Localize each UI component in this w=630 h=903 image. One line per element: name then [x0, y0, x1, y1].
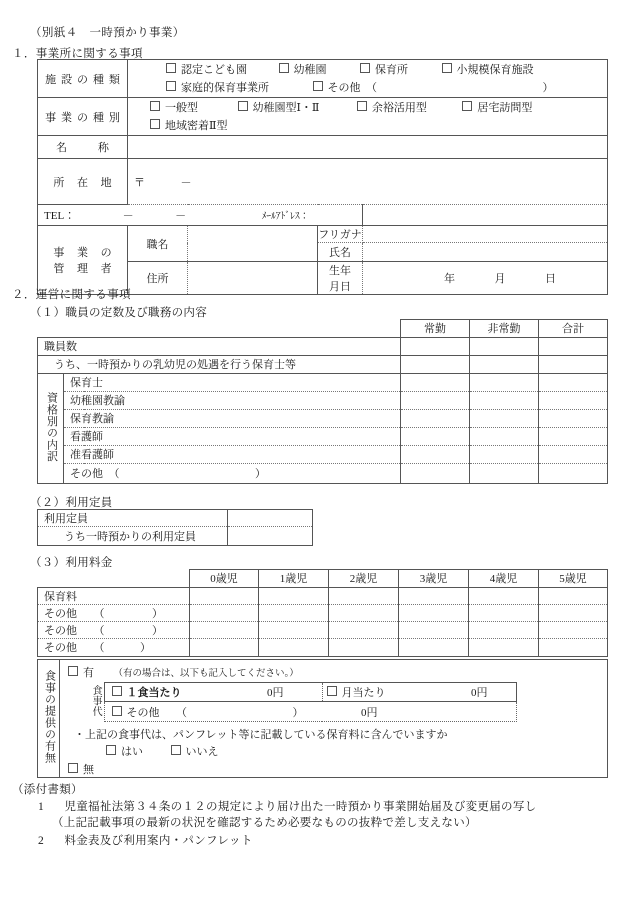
- column-header-parttime: 非常勤: [470, 320, 539, 338]
- table-row-business-type: [38, 98, 608, 136]
- checkbox-icon[interactable]: [462, 101, 472, 111]
- fee-table: [37, 569, 608, 657]
- table-row-meal-section: [38, 660, 608, 778]
- attachments-title: （添付書類）: [12, 784, 83, 796]
- postal-mark-icon: 〒: [134, 176, 145, 189]
- checkbox-icon[interactable]: [150, 101, 160, 111]
- checkbox-option-answer-no[interactable]: いいえ: [171, 743, 219, 759]
- table-row-of-which-staff: [38, 355, 608, 373]
- of-which-fulltime-input[interactable]: [401, 355, 470, 373]
- table-row-fee-other-2: [38, 621, 608, 638]
- of-which-parttime-input[interactable]: [470, 355, 539, 373]
- checkbox-option-meal-other[interactable]: その他 （: [112, 704, 188, 720]
- fee-2-age0-input[interactable]: [190, 621, 259, 638]
- qual-5-fulltime-input[interactable]: [401, 463, 470, 483]
- qual-3-fulltime-input[interactable]: [401, 427, 470, 445]
- qual-2-fulltime-input[interactable]: [401, 409, 470, 427]
- checkbox-option-ninteikodomoen[interactable]: 認定こども園: [166, 62, 247, 79]
- qualification-label-5: その他 （ ）: [64, 463, 401, 483]
- qual-1-total-input[interactable]: [539, 391, 608, 409]
- fee-3-age2-input[interactable]: [329, 638, 399, 656]
- fee-0-age2-input[interactable]: [329, 587, 399, 604]
- qualification-label-2: 保育教諭: [64, 409, 401, 427]
- attachment-1-line2: （上記記載事項の最新の状況を確認するため必要なものの抜粋で差し支えない）: [52, 817, 477, 829]
- tel-dash-1: －: [122, 210, 134, 223]
- checkbox-option-facility-other[interactable]: その他 （: [313, 80, 378, 97]
- qual-2-parttime-input[interactable]: [470, 409, 539, 427]
- attachment-2-number: 2: [38, 835, 45, 847]
- fee-2-age2-input[interactable]: [329, 621, 399, 638]
- checkbox-option-ippan[interactable]: 一般型: [150, 100, 198, 117]
- qual-4-total-input[interactable]: [539, 445, 608, 463]
- manager-name-input[interactable]: [363, 243, 608, 262]
- capacity-temporary-input[interactable]: [228, 527, 313, 546]
- manager-address-input[interactable]: [188, 262, 318, 295]
- meal-answer-row: [60, 742, 607, 759]
- checkbox-option-chiikimicchaku[interactable]: 地域密着Ⅱ型: [150, 118, 227, 135]
- manager-furigana-input[interactable]: [363, 226, 608, 243]
- table-row-total-staff: [38, 337, 608, 355]
- table-row-qualification-other: [38, 463, 608, 483]
- checkbox-icon[interactable]: [112, 706, 122, 716]
- fee-1-age5-input[interactable]: [539, 604, 608, 621]
- fee-column-header-age1: 1歳児: [259, 570, 329, 588]
- fee-row-label-1: その他 （ ）: [38, 604, 190, 621]
- checkbox-icon[interactable]: [279, 63, 289, 73]
- tel-label: TEL：: [44, 210, 76, 223]
- checkbox-option-kateiteki-hoiku[interactable]: 家庭的保育事業所: [166, 80, 269, 97]
- table-row-capacity-total: [38, 510, 313, 527]
- fee-0-age1-input[interactable]: [259, 587, 329, 604]
- staff-table-header-row: [38, 320, 608, 338]
- meal-section-content: [60, 660, 608, 778]
- meal-section-table: [37, 659, 608, 778]
- meal-fee-per-month-cell: [322, 683, 516, 702]
- checkbox-option-shokibo-hoiku[interactable]: 小規模保育施設: [442, 62, 534, 79]
- fee-1-age3-input[interactable]: [399, 604, 469, 621]
- checkbox-option-meal-no[interactable]: 無: [68, 761, 94, 777]
- manager-birth-label: 生年 月日: [318, 262, 363, 295]
- facility-tel-email-cell[interactable]: [38, 205, 363, 226]
- fee-0-age3-input[interactable]: [399, 587, 469, 604]
- fee-table-header-row: [38, 570, 608, 588]
- qual-1-parttime-input[interactable]: [470, 391, 539, 409]
- form-header-note: （別紙４ 一時預かり事業）: [30, 27, 185, 39]
- manager-label: 事 業 の 管 理 者: [38, 226, 128, 295]
- qual-0-parttime-input[interactable]: [470, 373, 539, 391]
- attachment-2-line1: 料金表及び利用案内・パンフレット: [64, 835, 253, 847]
- checkbox-icon[interactable]: [166, 81, 176, 91]
- total-staff-fulltime-input[interactable]: [401, 337, 470, 355]
- total-staff-label: 職員数: [38, 337, 401, 355]
- table-row-capacity-temporary: [38, 527, 313, 546]
- section-1-title: １．事業所に関する事項: [12, 48, 143, 60]
- attachment-item-1-note: [52, 815, 477, 832]
- qual-0-total-input[interactable]: [539, 373, 608, 391]
- fee-3-age3-input[interactable]: [399, 638, 469, 656]
- capacity-temporary-label: うち一時預かりの利用定員: [38, 527, 228, 546]
- qualification-breakdown-label: 資格別の内訳: [38, 373, 64, 483]
- checkbox-option-meal-yes[interactable]: 有: [68, 664, 94, 680]
- manager-position-label: 職名: [128, 226, 188, 262]
- table-row-meal-fee-per-unit: [86, 683, 516, 702]
- fee-3-age5-input[interactable]: [539, 638, 608, 656]
- attachment-1-number: 1: [38, 801, 45, 813]
- checkbox-option-kyotaku-homon[interactable]: 居宅訪問型: [462, 100, 532, 117]
- attachment-1-line1: 児童福祉法第３４条の１２の規定により届け出た一時預かり事業開始届及び変更届の写し: [64, 801, 537, 813]
- qualification-label-4: 准看護師: [64, 445, 401, 463]
- meal-provision-label: 食事の提供の有無: [38, 660, 60, 778]
- business-type-label: 事業の種別: [38, 98, 128, 136]
- postal-dash: －: [180, 176, 192, 189]
- qual-5-parttime-input[interactable]: [470, 463, 539, 483]
- fee-1-age0-input[interactable]: [190, 604, 259, 621]
- facility-name-label: 名 称: [38, 136, 128, 159]
- fee-2-age4-input[interactable]: [469, 621, 539, 638]
- checkbox-icon[interactable]: [106, 745, 116, 755]
- checkbox-option-hoikusho[interactable]: 保育所: [360, 62, 408, 79]
- staff-table: [37, 319, 608, 484]
- facility-postal-input[interactable]: [128, 159, 608, 205]
- fee-3-age4-input[interactable]: [469, 638, 539, 656]
- meal-yes-note: （有の場合は、以下も記入してください。）: [113, 669, 299, 679]
- column-header-total: 合計: [539, 320, 608, 338]
- per-meal-amount[interactable]: 0円: [267, 687, 284, 699]
- checkbox-icon[interactable]: [68, 763, 78, 773]
- facility-type-label: 施設の種類: [38, 60, 128, 98]
- qual-0-fulltime-input[interactable]: [401, 373, 470, 391]
- total-staff-total-input[interactable]: [539, 337, 608, 355]
- meal-fee-table: [86, 682, 516, 722]
- facility-address-label: 所 在 地: [38, 159, 128, 205]
- qualification-label-0: 保育士: [64, 373, 401, 391]
- facility-type-options-cell: [128, 60, 608, 98]
- manager-name-label: 氏名: [318, 243, 363, 262]
- table-row-tel-email: [38, 205, 608, 226]
- qual-3-parttime-input[interactable]: [470, 427, 539, 445]
- meal-question-text: ・上記の食事代は、パンフレット等に記載している保育料に含んでいますか: [74, 729, 448, 741]
- birth-day-label: 日: [545, 273, 556, 286]
- meal-option-yes-row: [60, 660, 607, 680]
- meal-fee-block: [86, 682, 516, 722]
- table-row-address: [38, 159, 608, 205]
- checkbox-icon[interactable]: [442, 63, 452, 73]
- checkbox-icon[interactable]: [327, 686, 337, 696]
- table-row-qualification-hoiku-kyoyu: [38, 409, 608, 427]
- fee-1-age2-input[interactable]: [329, 604, 399, 621]
- table-row-qualification-youchien-kyoyu: [38, 391, 608, 409]
- manager-furigana-label: フリガナ: [318, 226, 363, 243]
- table-row-facility-type: [38, 60, 608, 98]
- checkbox-option-per-meal[interactable]: １食当たり: [112, 684, 182, 700]
- fee-2-age1-input[interactable]: [259, 621, 329, 638]
- per-month-amount[interactable]: 0円: [471, 687, 488, 699]
- fee-column-header-age0: 0歳児: [190, 570, 259, 588]
- facility-name-input[interactable]: [128, 136, 608, 159]
- subsection-2-title: （２）利用定員: [30, 497, 113, 509]
- email-label: ﾒｰﾙｱﾄﾞﾚｽ：: [261, 212, 310, 223]
- fee-0-age5-input[interactable]: [539, 587, 608, 604]
- fee-column-header-age5: 5歳児: [539, 570, 608, 588]
- checkbox-icon[interactable]: [238, 101, 248, 111]
- fee-2-age5-input[interactable]: [539, 621, 608, 638]
- checkbox-icon[interactable]: [150, 119, 160, 129]
- qualification-label-1: 幼稚園教諭: [64, 391, 401, 409]
- checkbox-option-youchien[interactable]: 幼稚園: [279, 62, 327, 79]
- qual-3-total-input[interactable]: [539, 427, 608, 445]
- facility-table: [37, 59, 608, 295]
- manager-birth-input[interactable]: [363, 262, 608, 295]
- table-row-name: [38, 136, 608, 159]
- qual-1-fulltime-input[interactable]: [401, 391, 470, 409]
- fee-column-header-age2: 2歳児: [329, 570, 399, 588]
- table-row-qualification-hoikushi: [38, 373, 608, 391]
- fee-column-header-age3: 3歳児: [399, 570, 469, 588]
- birth-year-label: 年: [444, 273, 455, 286]
- meal-fee-other-cell: [104, 702, 516, 722]
- fee-3-age0-input[interactable]: [190, 638, 259, 656]
- column-header-fulltime: 常勤: [401, 320, 470, 338]
- checkbox-icon[interactable]: [357, 101, 367, 111]
- tel-dash-2: －: [175, 210, 187, 223]
- meal-other-amount[interactable]: 0円: [361, 706, 378, 719]
- checkbox-icon[interactable]: [68, 666, 78, 676]
- manager-position-input[interactable]: [188, 226, 318, 262]
- table-row-fee-hoikuryo: [38, 587, 608, 604]
- section-2-title: ２．運営に関する事項: [12, 289, 131, 301]
- business-type-options-cell: [128, 98, 608, 136]
- meal-option-no-row: [60, 759, 607, 777]
- fee-row-label-2: その他 （ ）: [38, 621, 190, 638]
- checkbox-option-answer-yes[interactable]: はい: [106, 743, 143, 759]
- checkbox-option-yoyukatsuyo[interactable]: 余裕活用型: [357, 100, 427, 117]
- fee-0-age0-input[interactable]: [190, 587, 259, 604]
- qual-2-total-input[interactable]: [539, 409, 608, 427]
- total-staff-parttime-input[interactable]: [470, 337, 539, 355]
- checkbox-icon[interactable]: [313, 81, 323, 91]
- meal-fee-label: 食事代: [86, 683, 104, 722]
- of-which-total-input[interactable]: [539, 355, 608, 373]
- table-row-meal-fee-other: [86, 702, 516, 722]
- checkbox-icon[interactable]: [360, 63, 370, 73]
- birth-month-label: 月: [494, 273, 506, 286]
- table-row-qualification-kangoshi: [38, 427, 608, 445]
- fee-1-age1-input[interactable]: [259, 604, 329, 621]
- checkbox-icon[interactable]: [171, 745, 181, 755]
- qualification-label-3: 看護師: [64, 427, 401, 445]
- fee-column-header-age4: 4歳児: [469, 570, 539, 588]
- qual-4-parttime-input[interactable]: [470, 445, 539, 463]
- capacity-table: [37, 509, 313, 546]
- table-row-manager-position: [38, 226, 608, 243]
- qual-5-total-input[interactable]: [539, 463, 608, 483]
- fee-2-age3-input[interactable]: [399, 621, 469, 638]
- subsection-1-title: （１）職員の定数及び職務の内容: [30, 307, 207, 319]
- checkbox-option-youchien-gata[interactable]: 幼稚園型Ⅰ・Ⅱ: [238, 100, 320, 117]
- table-row-qualification-jun-kangoshi: [38, 445, 608, 463]
- attachment-item-2: [38, 833, 253, 850]
- checkbox-option-per-month[interactable]: 月当たり: [327, 684, 386, 700]
- checkbox-icon[interactable]: [112, 686, 122, 696]
- meal-question-row: [60, 722, 607, 742]
- capacity-total-input[interactable]: [228, 510, 313, 527]
- fee-1-age4-input[interactable]: [469, 604, 539, 621]
- manager-address-label: 住所: [128, 262, 188, 295]
- of-which-staff-label: うち、一時預かりの乳幼児の処遇を行う保育士等: [38, 355, 401, 373]
- table-row-fee-other-3: [38, 638, 608, 656]
- checkbox-icon[interactable]: [166, 63, 176, 73]
- subsection-3-title: （３）利用料金: [30, 557, 113, 569]
- capacity-total-label: 利用定員: [38, 510, 228, 527]
- fee-3-age1-input[interactable]: [259, 638, 329, 656]
- qualification-other-close-paren: ）: [255, 468, 266, 480]
- attachment-item-1: [38, 799, 536, 816]
- fee-row-label-3: その他 （ ）: [38, 638, 190, 656]
- table-row-fee-other-1: [38, 604, 608, 621]
- meal-fee-per-meal-cell: [104, 683, 322, 702]
- fee-0-age4-input[interactable]: [469, 587, 539, 604]
- qual-4-fulltime-input[interactable]: [401, 445, 470, 463]
- facility-other-close-paren: ）: [542, 82, 554, 95]
- meal-other-close-paren: ）: [292, 706, 304, 719]
- fee-row-label-0: 保育料: [38, 587, 190, 604]
